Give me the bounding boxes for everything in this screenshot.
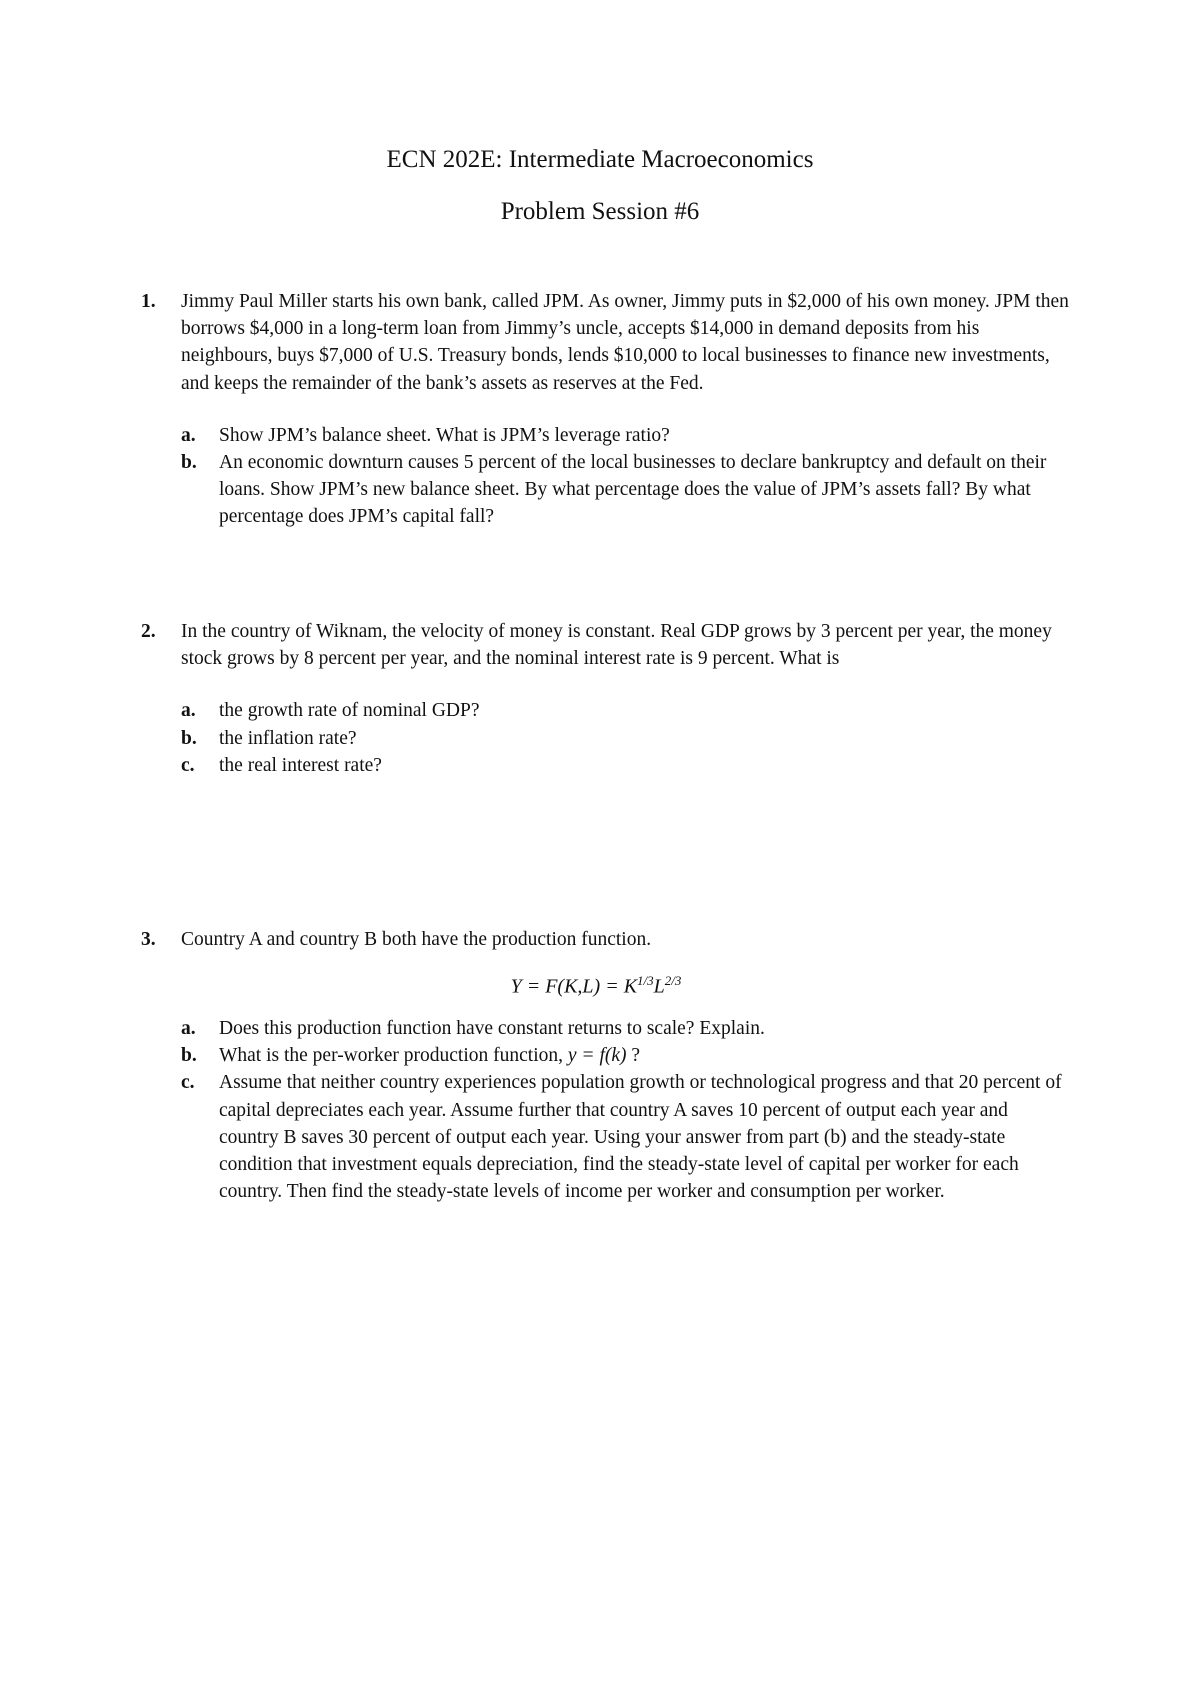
subpart-a bbox=[181, 1015, 1071, 1042]
subpart-text: Assume that neither country experiences population growth or technological progress and that 20 percent of capital depreciates each year. Assume further that country A saves 10 percent of output each year and country B saves 30 percent of output each year. Using your answer from part (b) and the steady-state condition that investment equals depreciation, find the steady-state level of capital per worker for each country. Then find the steady-state levels of income per worker and consumption per worker. bbox=[219, 1072, 1062, 1203]
subpart-label: b. bbox=[181, 1045, 197, 1067]
subpart-b bbox=[181, 1042, 1071, 1069]
question-2 bbox=[141, 618, 1071, 779]
question-subparts bbox=[181, 1015, 1071, 1205]
question-number: 2. bbox=[141, 621, 156, 642]
subpart-text-after: ? bbox=[626, 1045, 641, 1067]
subpart-a bbox=[181, 422, 1071, 449]
subpart-text: An economic downturn causes 5 percent of the local businesses to declare bankruptcy and default on their loans. Show JPM’s new balance sheet. By what percentage does the value of JPM’s assets fall? By what percentage does JPM’s capital fall? bbox=[219, 452, 1047, 528]
subpart-c bbox=[181, 1069, 1071, 1205]
subpart-label: a. bbox=[181, 1018, 196, 1040]
subpart-c bbox=[181, 752, 1071, 779]
question-number: 3. bbox=[141, 929, 156, 950]
subpart-text-before: What is the per-worker production function, bbox=[219, 1045, 568, 1067]
production-function-equation bbox=[181, 967, 1071, 1001]
question-number: 1. bbox=[141, 291, 156, 312]
subpart-math: y = f(k) bbox=[567, 1045, 627, 1067]
subpart-text: Does this production function have constant returns to scale? Explain. bbox=[219, 1018, 765, 1040]
question-text: Jimmy Paul Miller starts his own bank, called JPM. As owner, Jimmy puts in $2,000 of his own money. JPM then borrows $4,000 in a long-term loan from Jimmy’s uncle, accepts $14,000 in demand deposits from his neighbours, buys $7,000 of U.S. Treasury bonds, lends $10,000 to local businesses to finance new investments, and keeps the remainder of the bank’s assets as reserves at the Fed. bbox=[181, 291, 1069, 394]
subpart-label: c. bbox=[181, 754, 195, 776]
document-title: ECN 202E: Intermediate Macroeconomics bbox=[386, 146, 814, 173]
document-subtitle: Problem Session #6 bbox=[500, 198, 700, 225]
subpart-b bbox=[181, 725, 1071, 752]
subpart-text: the growth rate of nominal GDP? bbox=[219, 700, 480, 722]
equation-exponent-labor: 2/3 bbox=[664, 973, 682, 989]
equation-labor: L bbox=[653, 975, 665, 998]
equation-main: Y = F(K,L) = K bbox=[510, 975, 638, 998]
question-1 bbox=[141, 288, 1071, 531]
subpart-text: the inflation rate? bbox=[219, 727, 357, 749]
subpart-label: b. bbox=[181, 727, 197, 749]
question-subparts bbox=[181, 422, 1071, 531]
question-3 bbox=[141, 926, 1071, 1205]
subpart-label: a. bbox=[181, 424, 196, 446]
question-subparts bbox=[181, 697, 1071, 779]
subpart-label: b. bbox=[181, 452, 197, 474]
subpart-text: the real interest rate? bbox=[219, 754, 382, 776]
subpart-b bbox=[181, 449, 1071, 531]
subpart-text: Show JPM’s balance sheet. What is JPM’s leverage ratio? bbox=[219, 424, 670, 446]
subpart-label: a. bbox=[181, 700, 196, 722]
subpart-label: c. bbox=[181, 1072, 195, 1094]
equation-exponent-capital: 1/3 bbox=[637, 973, 654, 989]
subpart-a bbox=[181, 697, 1071, 724]
question-text: Country A and country B both have the production function. bbox=[181, 929, 652, 950]
question-text: In the country of Wiknam, the velocity of money is constant. Real GDP grows by 3 percent per year, the money stock grows by 8 percent per year, and the nominal interest rate is 9 percent. What is bbox=[181, 621, 1052, 670]
